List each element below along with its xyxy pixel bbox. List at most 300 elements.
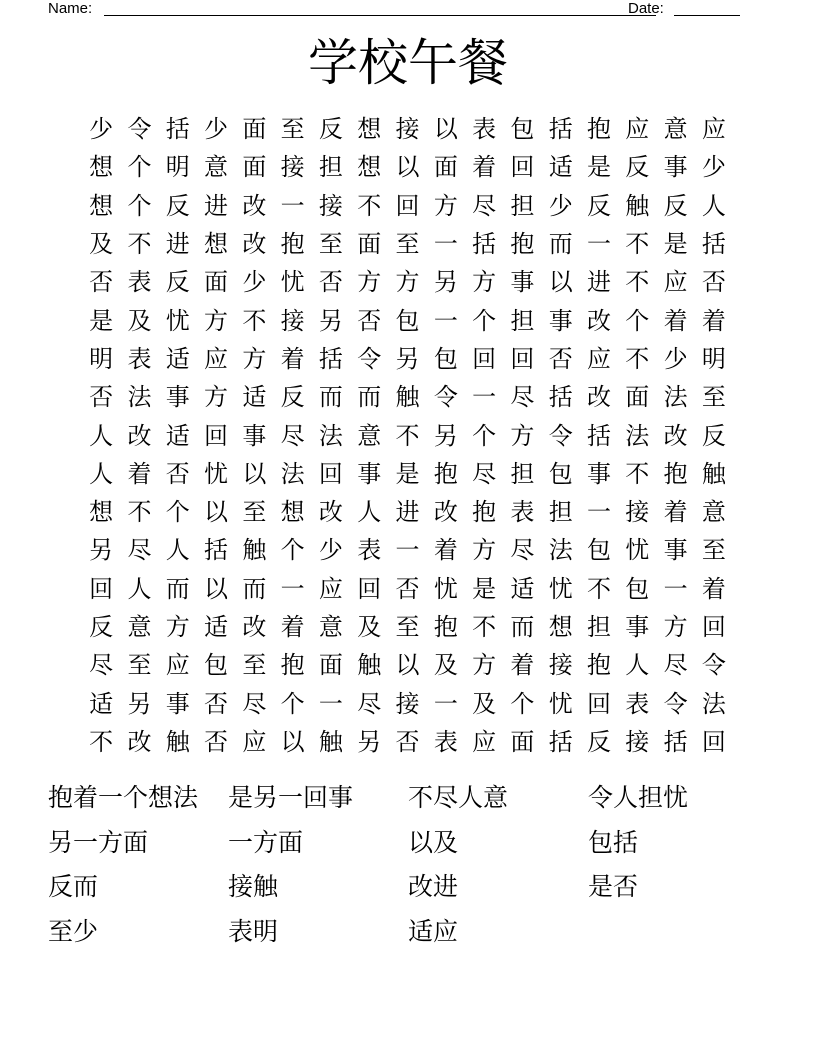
grid-cell[interactable]: 人 — [357, 498, 382, 527]
grid-cell[interactable]: 应 — [472, 727, 497, 756]
grid-cell[interactable]: 方 — [472, 651, 497, 680]
grid-cell[interactable]: 另 — [433, 421, 458, 450]
grid-cell[interactable]: 一 — [433, 689, 458, 718]
grid-cell[interactable]: 改 — [242, 230, 267, 259]
grid-cell[interactable]: 方 — [472, 536, 497, 565]
grid-cell[interactable]: 忧 — [548, 689, 573, 718]
grid-cell[interactable]: 回 — [587, 689, 611, 718]
grid-cell[interactable]: 抱 — [433, 459, 458, 488]
grid-cell[interactable]: 想 — [548, 613, 573, 641]
grid-cell[interactable]: 另 — [318, 306, 343, 335]
grid-cell[interactable]: 忧 — [280, 268, 305, 297]
grid-cell[interactable]: 意 — [127, 613, 152, 641]
grid-cell[interactable]: 不 — [625, 230, 650, 259]
grid-cell[interactable]: 否 — [165, 459, 190, 488]
grid-cell[interactable]: 抱 — [663, 459, 688, 488]
grid-cell[interactable]: 另 — [357, 727, 382, 756]
grid-cell[interactable]: 方 — [242, 344, 267, 373]
grid-cell[interactable]: 改 — [663, 421, 688, 450]
grid-cell[interactable]: 以 — [280, 727, 305, 756]
grid-cell[interactable]: 方 — [510, 421, 535, 450]
grid-cell[interactable]: 抱 — [587, 115, 611, 144]
grid-cell[interactable]: 不 — [587, 574, 611, 603]
grid-cell[interactable]: 反 — [165, 191, 190, 220]
grid-cell[interactable]: 事 — [548, 306, 573, 335]
grid-cell[interactable]: 担 — [587, 613, 611, 641]
grid-cell[interactable]: 应 — [587, 344, 611, 373]
grid-cell[interactable]: 回 — [357, 574, 382, 603]
grid-cell[interactable]: 尽 — [242, 689, 267, 718]
grid-row — [82, 723, 734, 761]
grid-cell[interactable]: 否 — [395, 574, 420, 603]
grid-cell[interactable]: 表 — [433, 727, 458, 756]
grid-cell[interactable]: 担 — [510, 459, 535, 488]
grid-cell[interactable]: 应 — [663, 268, 688, 297]
grid-cell[interactable]: 回 — [204, 421, 229, 450]
grid-cell[interactable]: 括 — [663, 727, 688, 756]
grid-cell[interactable]: 进 — [165, 230, 190, 259]
grid-cell[interactable]: 一 — [280, 191, 305, 220]
grid-cell[interactable]: 个 — [127, 191, 152, 220]
grid-cell[interactable]: 否 — [548, 344, 573, 373]
grid-cell[interactable]: 进 — [204, 191, 229, 220]
grid-cell[interactable]: 以 — [548, 268, 573, 297]
grid-cell[interactable]: 少 — [663, 344, 688, 373]
grid-cell[interactable]: 改 — [242, 613, 267, 641]
grid-cell[interactable]: 不 — [472, 613, 497, 641]
grid-cell[interactable]: 接 — [625, 498, 650, 527]
word-list-item: 不尽人意 — [408, 783, 509, 813]
grid-cell[interactable]: 想 — [89, 191, 114, 220]
grid-cell[interactable]: 方 — [433, 191, 458, 220]
grid-cell[interactable]: 适 — [204, 613, 229, 641]
grid-cell[interactable]: 否 — [318, 268, 343, 297]
grid-cell[interactable]: 方 — [165, 613, 190, 641]
grid-cell[interactable]: 另 — [127, 689, 152, 718]
grid-cell[interactable]: 以 — [395, 153, 420, 182]
grid-cell[interactable]: 改 — [587, 383, 611, 412]
grid-cell[interactable]: 令 — [548, 421, 573, 450]
grid-cell[interactable]: 反 — [165, 268, 190, 297]
grid-cell[interactable]: 反 — [587, 727, 611, 756]
grid-cell[interactable]: 是 — [395, 459, 420, 488]
grid-cell[interactable]: 一 — [395, 536, 420, 565]
grid-cell[interactable]: 人 — [165, 536, 190, 565]
grid-cell[interactable]: 意 — [357, 421, 382, 450]
grid-cell[interactable]: 意 — [318, 613, 343, 641]
grid-cell[interactable]: 少 — [242, 268, 267, 297]
grid-cell[interactable]: 回 — [318, 459, 343, 488]
grid-cell[interactable]: 人 — [89, 459, 114, 488]
grid-cell[interactable]: 不 — [242, 306, 267, 335]
grid-cell[interactable]: 事 — [357, 459, 382, 488]
grid-cell[interactable]: 忧 — [165, 306, 190, 335]
grid-cell[interactable]: 至 — [701, 383, 726, 412]
grid-cell[interactable]: 是 — [587, 153, 611, 182]
grid-cell[interactable]: 至 — [701, 536, 726, 565]
grid-cell[interactable]: 包 — [510, 115, 535, 144]
grid-cell[interactable]: 括 — [587, 421, 611, 450]
grid-cell[interactable]: 表 — [357, 536, 382, 565]
grid-cell[interactable]: 事 — [165, 383, 190, 412]
grid-cell[interactable]: 否 — [395, 727, 420, 756]
grid-cell[interactable]: 另 — [89, 536, 114, 565]
grid-cell[interactable]: 触 — [318, 727, 343, 756]
grid-cell[interactable]: 人 — [625, 651, 650, 680]
grid-cell[interactable]: 着 — [127, 459, 152, 488]
grid-cell[interactable]: 回 — [89, 574, 114, 603]
grid-cell[interactable]: 而 — [357, 383, 382, 412]
grid-cell[interactable]: 个 — [472, 306, 497, 335]
grid-cell[interactable]: 而 — [242, 574, 267, 603]
grid-cell[interactable]: 一 — [280, 574, 305, 603]
grid-cell[interactable]: 触 — [165, 727, 190, 756]
grid-cell[interactable]: 想 — [357, 115, 382, 144]
grid-cell[interactable]: 改 — [587, 306, 611, 335]
grid-cell[interactable]: 触 — [701, 459, 726, 488]
grid-cell[interactable]: 括 — [318, 344, 343, 373]
grid-cell[interactable]: 面 — [242, 153, 267, 182]
grid-cell[interactable]: 想 — [89, 153, 114, 182]
grid-cell[interactable]: 少 — [701, 153, 726, 182]
grid-cell[interactable]: 想 — [89, 498, 114, 527]
grid-cell[interactable]: 括 — [701, 230, 726, 259]
grid-cell[interactable]: 事 — [663, 153, 688, 182]
grid-cell[interactable]: 事 — [587, 459, 611, 488]
grid-cell[interactable]: 回 — [701, 613, 726, 641]
grid-cell[interactable]: 至 — [280, 115, 305, 144]
grid-cell[interactable]: 不 — [357, 191, 382, 220]
grid-cell[interactable]: 而 — [165, 574, 190, 603]
grid-cell[interactable]: 反 — [701, 421, 726, 450]
grid-cell[interactable]: 人 — [89, 421, 114, 450]
grid-cell[interactable]: 而 — [510, 613, 535, 641]
grid-cell[interactable]: 表 — [472, 115, 497, 144]
grid-cell[interactable]: 想 — [280, 498, 305, 527]
grid-cell[interactable]: 个 — [472, 421, 497, 450]
grid-cell[interactable]: 着 — [280, 613, 305, 641]
grid-cell[interactable]: 至 — [318, 230, 343, 259]
grid-cell[interactable]: 适 — [89, 689, 114, 718]
grid-cell[interactable]: 抱 — [280, 651, 305, 680]
grid-cell[interactable]: 包 — [204, 651, 229, 680]
grid-cell[interactable]: 忧 — [204, 459, 229, 488]
grid-cell[interactable]: 应 — [242, 727, 267, 756]
grid-cell[interactable]: 少 — [204, 115, 229, 144]
grid-cell[interactable]: 触 — [625, 191, 650, 220]
grid-cell[interactable]: 不 — [127, 230, 152, 259]
grid-cell[interactable]: 尽 — [472, 191, 497, 220]
grid-cell[interactable]: 抱 — [280, 230, 305, 259]
name-blank-line[interactable] — [104, 15, 656, 16]
grid-cell[interactable]: 包 — [395, 306, 420, 335]
grid-cell[interactable]: 不 — [127, 498, 152, 527]
grid-cell[interactable]: 着 — [280, 344, 305, 373]
grid-cell[interactable]: 回 — [510, 153, 535, 182]
grid-cell[interactable]: 法 — [318, 421, 343, 450]
grid-cell[interactable]: 抱 — [433, 613, 458, 641]
grid-cell[interactable]: 触 — [357, 651, 382, 680]
grid-cell[interactable]: 接 — [318, 191, 343, 220]
grid-cell[interactable]: 方 — [663, 613, 688, 641]
grid-cell[interactable]: 反 — [663, 191, 688, 220]
grid-cell[interactable]: 面 — [433, 153, 458, 182]
grid-cell[interactable]: 事 — [510, 268, 535, 297]
grid-cell[interactable]: 意 — [204, 153, 229, 182]
grid-cell[interactable]: 包 — [548, 459, 573, 488]
grid-cell[interactable]: 包 — [587, 536, 611, 565]
grid-cell[interactable]: 改 — [318, 498, 343, 527]
grid-cell[interactable]: 面 — [357, 230, 382, 259]
grid-cell[interactable]: 括 — [472, 230, 497, 259]
grid-cell[interactable]: 明 — [89, 344, 114, 373]
grid-cell[interactable]: 担 — [548, 498, 573, 527]
grid-cell[interactable]: 括 — [548, 115, 573, 144]
grid-cell[interactable]: 事 — [663, 536, 688, 565]
grid-cell[interactable]: 法 — [663, 383, 688, 412]
grid-cell[interactable]: 接 — [548, 651, 573, 680]
grid-cell[interactable]: 个 — [280, 689, 305, 718]
grid-cell[interactable]: 一 — [587, 498, 611, 527]
grid-cell[interactable]: 明 — [701, 344, 726, 373]
grid-cell[interactable]: 接 — [395, 115, 420, 144]
grid-cell[interactable]: 包 — [625, 574, 650, 603]
grid-cell[interactable]: 尽 — [357, 689, 382, 718]
grid-cell[interactable]: 适 — [242, 383, 267, 412]
grid-cell[interactable]: 一 — [472, 383, 497, 412]
grid-cell[interactable]: 令 — [357, 344, 382, 373]
grid-cell[interactable]: 是 — [472, 574, 497, 603]
grid-cell[interactable]: 面 — [510, 727, 535, 756]
grid-cell[interactable]: 想 — [204, 230, 229, 259]
date-blank-line[interactable] — [674, 15, 740, 16]
grid-cell[interactable]: 应 — [318, 574, 343, 603]
grid-cell[interactable]: 进 — [395, 498, 420, 527]
grid-cell[interactable]: 应 — [165, 651, 190, 680]
grid-cell[interactable]: 不 — [625, 459, 650, 488]
grid-cell[interactable]: 回 — [472, 344, 497, 373]
grid-cell[interactable]: 个 — [165, 498, 190, 527]
grid-cell[interactable]: 应 — [625, 115, 650, 144]
grid-cell[interactable]: 表 — [127, 344, 152, 373]
grid-cell[interactable]: 否 — [89, 383, 114, 412]
grid-cell[interactable]: 法 — [625, 421, 650, 450]
grid-cell[interactable]: 另 — [433, 268, 458, 297]
grid-cell[interactable]: 接 — [280, 153, 305, 182]
grid-cell[interactable]: 反 — [587, 191, 611, 220]
grid-cell[interactable]: 方 — [204, 306, 229, 335]
grid-cell[interactable]: 以 — [242, 459, 267, 488]
grid-cell[interactable]: 表 — [127, 268, 152, 297]
grid-cell[interactable]: 令 — [663, 689, 688, 718]
grid-cell[interactable]: 应 — [701, 115, 726, 144]
grid-cell[interactable]: 否 — [89, 268, 114, 297]
grid-cell[interactable]: 及 — [89, 230, 114, 259]
grid-cell[interactable]: 意 — [663, 115, 688, 144]
grid-cell[interactable]: 应 — [204, 344, 229, 373]
grid-cell[interactable]: 方 — [357, 268, 382, 297]
grid-cell[interactable]: 少 — [548, 191, 573, 220]
grid-cell[interactable]: 不 — [89, 727, 114, 756]
grid-cell[interactable]: 抱 — [587, 651, 611, 680]
grid-cell[interactable]: 一 — [433, 230, 458, 259]
grid-cell[interactable]: 反 — [318, 115, 343, 144]
grid-cell[interactable]: 而 — [318, 383, 343, 412]
grid-cell[interactable]: 个 — [280, 536, 305, 565]
grid-cell[interactable]: 接 — [280, 306, 305, 335]
grid-cell[interactable]: 令 — [127, 115, 152, 144]
grid-cell[interactable]: 括 — [548, 383, 573, 412]
grid-cell[interactable]: 尽 — [127, 536, 152, 565]
grid-cell[interactable]: 担 — [510, 191, 535, 220]
grid-cell[interactable]: 忧 — [548, 574, 573, 603]
grid-cell[interactable]: 个 — [510, 689, 535, 718]
grid-cell[interactable]: 以 — [395, 651, 420, 680]
grid-cell[interactable]: 少 — [318, 536, 343, 565]
grid-cell[interactable]: 人 — [701, 191, 726, 220]
grid-cell[interactable]: 着 — [433, 536, 458, 565]
grid-cell[interactable]: 接 — [625, 727, 650, 756]
grid-cell[interactable]: 面 — [318, 651, 343, 680]
grid-cell[interactable]: 个 — [127, 153, 152, 182]
grid-cell[interactable]: 不 — [395, 421, 420, 450]
grid-cell[interactable]: 以 — [204, 574, 229, 603]
grid-cell[interactable]: 法 — [548, 536, 573, 565]
grid-row — [82, 148, 734, 186]
grid-cell[interactable]: 反 — [89, 613, 114, 641]
grid-cell[interactable]: 令 — [433, 383, 458, 412]
grid-cell[interactable]: 回 — [701, 727, 726, 756]
grid-cell[interactable]: 适 — [510, 574, 535, 603]
grid-cell[interactable]: 尽 — [510, 536, 535, 565]
grid-cell[interactable]: 不 — [625, 268, 650, 297]
grid-cell[interactable]: 至 — [242, 498, 267, 527]
grid-cell[interactable]: 及 — [472, 689, 497, 718]
grid-cell[interactable]: 事 — [625, 613, 650, 641]
grid-cell[interactable]: 括 — [548, 727, 573, 756]
grid-cell[interactable]: 及 — [127, 306, 152, 335]
grid-cell[interactable]: 担 — [318, 153, 343, 182]
grid-cell[interactable]: 着 — [663, 498, 688, 527]
grid-cell[interactable]: 改 — [127, 727, 152, 756]
grid-cell[interactable]: 抱 — [510, 230, 535, 259]
word-list-item: 另一方面 — [48, 827, 149, 857]
grid-cell[interactable]: 法 — [127, 383, 152, 412]
grid-cell[interactable]: 回 — [395, 191, 420, 220]
grid-cell[interactable]: 触 — [395, 383, 420, 412]
grid-cell[interactable]: 担 — [510, 306, 535, 335]
name-label: Name: — [48, 0, 93, 17]
grid-cell[interactable]: 个 — [625, 306, 650, 335]
grid-cell[interactable]: 法 — [280, 459, 305, 488]
grid-cell[interactable]: 包 — [433, 344, 458, 373]
grid-cell[interactable]: 着 — [663, 306, 688, 335]
grid-cell[interactable]: 反 — [625, 153, 650, 182]
grid-cell[interactable]: 及 — [433, 651, 458, 680]
grid-cell[interactable]: 明 — [165, 153, 190, 182]
grid-cell[interactable]: 括 — [204, 536, 229, 565]
grid-row — [82, 301, 734, 339]
grid-cell[interactable]: 面 — [625, 383, 650, 412]
grid-cell[interactable]: 事 — [242, 421, 267, 450]
grid-cell[interactable]: 至 — [395, 230, 420, 259]
grid-cell[interactable]: 一 — [318, 689, 343, 718]
word-list-item: 一方面 — [228, 827, 304, 857]
grid-cell[interactable]: 否 — [701, 268, 726, 297]
grid-cell[interactable]: 反 — [280, 383, 305, 412]
grid-cell[interactable]: 表 — [625, 689, 650, 718]
grid-cell[interactable]: 是 — [663, 230, 688, 259]
grid-cell[interactable]: 否 — [204, 727, 229, 756]
grid-cell[interactable]: 忧 — [433, 574, 458, 603]
grid-cell[interactable]: 着 — [472, 153, 497, 182]
grid-cell[interactable]: 进 — [587, 268, 611, 297]
grid-cell[interactable]: 而 — [548, 230, 573, 259]
grid-cell[interactable]: 尽 — [510, 383, 535, 412]
grid-cell[interactable]: 触 — [242, 536, 267, 565]
grid-cell[interactable]: 至 — [395, 613, 420, 641]
grid-cell[interactable]: 括 — [165, 115, 190, 144]
grid-cell[interactable]: 着 — [701, 574, 726, 603]
grid-cell[interactable]: 以 — [204, 498, 229, 527]
word-list-row — [48, 776, 768, 821]
grid-cell[interactable]: 法 — [701, 689, 726, 718]
grid-cell[interactable]: 至 — [242, 651, 267, 680]
grid-cell[interactable]: 面 — [204, 268, 229, 297]
grid-cell[interactable]: 适 — [165, 421, 190, 450]
grid-cell[interactable]: 着 — [510, 651, 535, 680]
grid-cell[interactable]: 人 — [127, 574, 152, 603]
grid-row — [82, 225, 734, 263]
grid-cell[interactable]: 着 — [701, 306, 726, 335]
grid-cell[interactable]: 少 — [89, 115, 114, 144]
grid-cell[interactable]: 一 — [433, 306, 458, 335]
grid-cell[interactable]: 回 — [510, 344, 535, 373]
grid-cell[interactable]: 想 — [357, 153, 382, 182]
grid-cell[interactable]: 改 — [242, 191, 267, 220]
grid-cell[interactable]: 至 — [127, 651, 152, 680]
grid-cell[interactable]: 改 — [433, 498, 458, 527]
grid-cell[interactable]: 及 — [357, 613, 382, 641]
grid-cell[interactable]: 事 — [165, 689, 190, 718]
grid-cell[interactable]: 尽 — [663, 651, 688, 680]
grid-cell[interactable]: 面 — [242, 115, 267, 144]
grid-cell[interactable]: 改 — [127, 421, 152, 450]
grid-cell[interactable]: 一 — [663, 574, 688, 603]
grid-cell[interactable]: 尽 — [89, 651, 114, 680]
grid-cell[interactable]: 方 — [472, 268, 497, 297]
grid-cell[interactable]: 尽 — [280, 421, 305, 450]
grid-cell[interactable]: 方 — [204, 383, 229, 412]
grid-cell[interactable]: 不 — [625, 344, 650, 373]
grid-cell[interactable]: 接 — [395, 689, 420, 718]
grid-cell[interactable]: 适 — [548, 153, 573, 182]
grid-cell[interactable]: 抱 — [472, 498, 497, 527]
grid-cell[interactable]: 忧 — [625, 536, 650, 565]
grid-cell[interactable]: 表 — [510, 498, 535, 527]
grid-cell[interactable]: 适 — [165, 344, 190, 373]
grid-cell[interactable]: 令 — [701, 651, 726, 680]
grid-cell[interactable]: 以 — [433, 115, 458, 144]
grid-cell[interactable]: 方 — [395, 268, 420, 297]
grid-cell[interactable]: 一 — [587, 230, 611, 259]
grid-cell[interactable]: 意 — [701, 498, 726, 527]
grid-cell[interactable]: 另 — [395, 344, 420, 373]
grid-cell[interactable]: 否 — [204, 689, 229, 718]
grid-cell[interactable]: 否 — [357, 306, 382, 335]
grid-cell[interactable]: 是 — [89, 306, 114, 335]
grid-cell[interactable]: 尽 — [472, 459, 497, 488]
